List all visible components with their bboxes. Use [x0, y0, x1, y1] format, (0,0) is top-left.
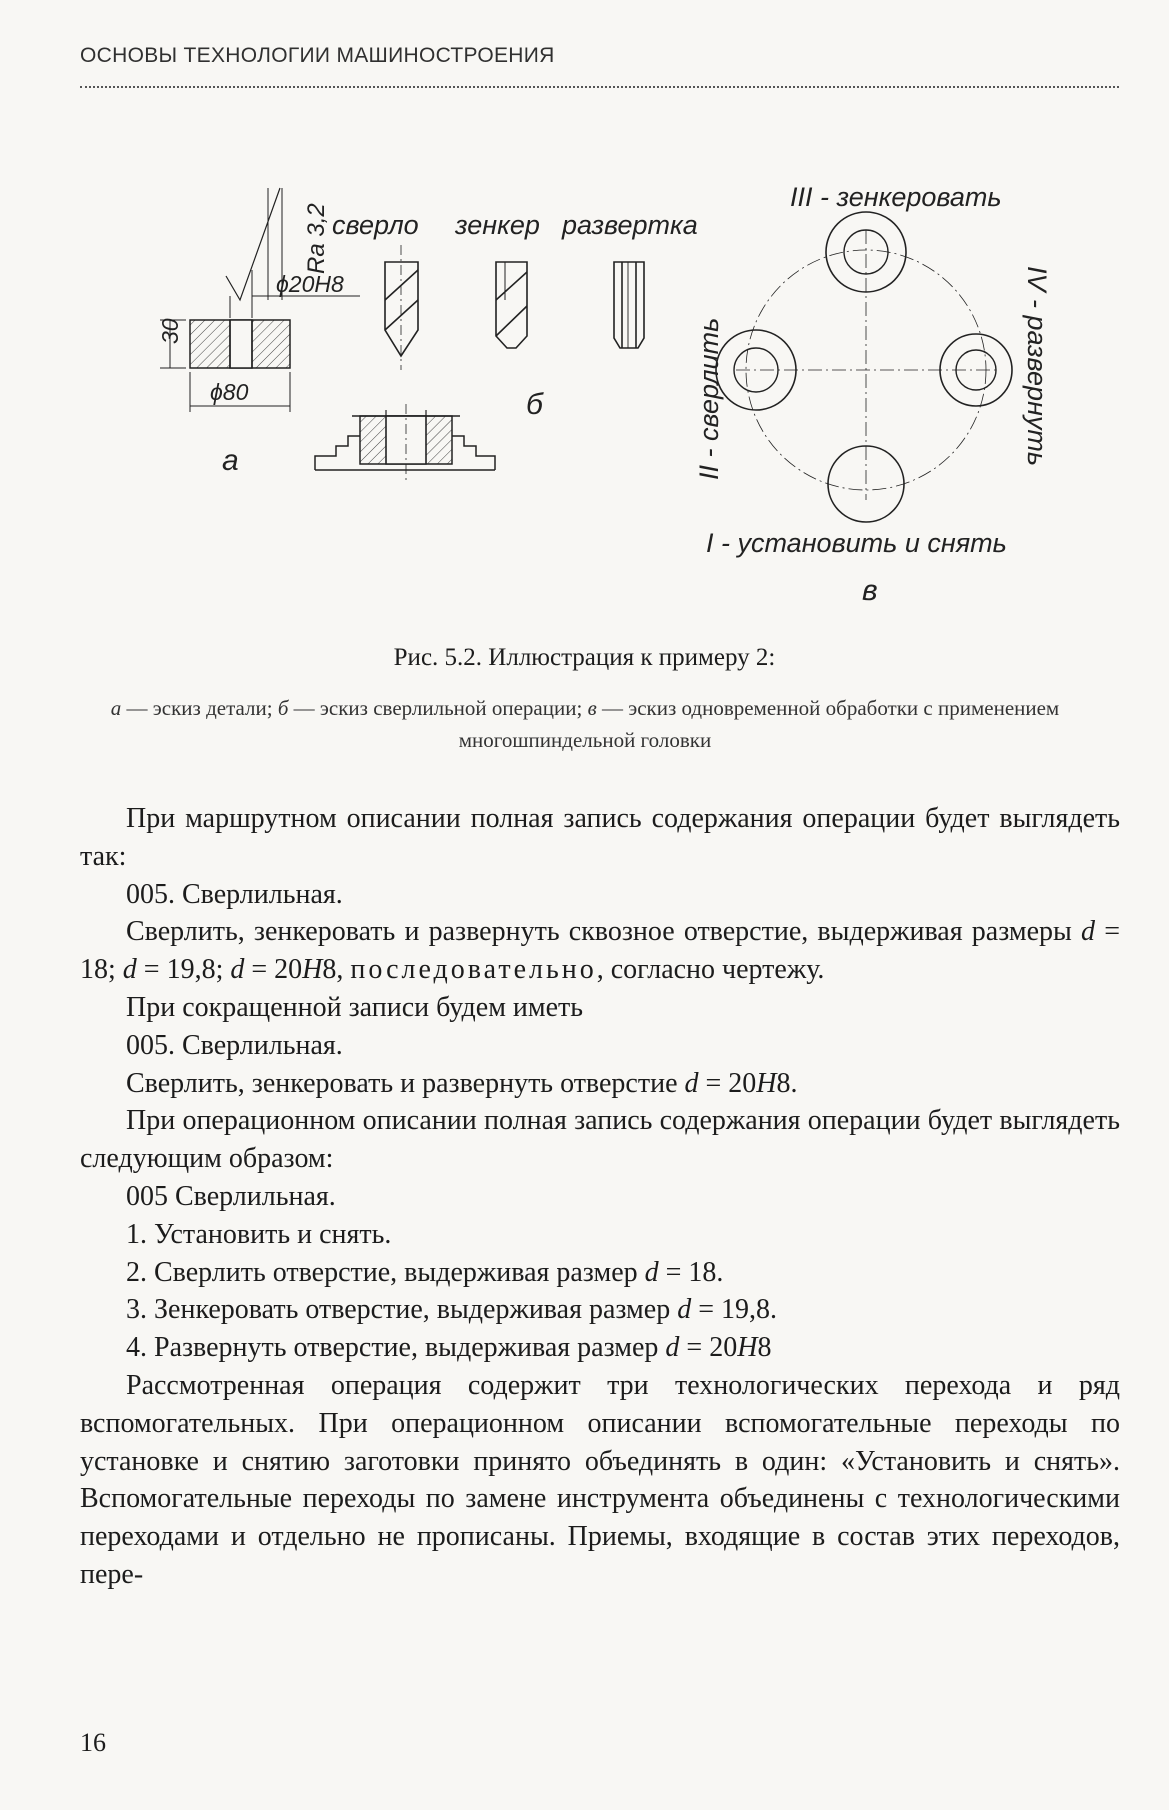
caption-c-letter: в — [587, 696, 597, 720]
list-item-1: 1. Установить и снять. — [126, 1218, 392, 1250]
sketch-b-letter: б — [526, 388, 543, 421]
item3-d: d — [677, 1294, 692, 1326]
p3-d3: d — [230, 954, 245, 986]
item2-d: d — [644, 1256, 659, 1288]
paragraph-8: 005 Сверлильная. — [126, 1180, 336, 1212]
p3-start: Сверлить, зенкеровать и развернуть сквозное отверстие, выдерживая размеры — [126, 916, 1082, 948]
item4-end: 8 — [757, 1332, 772, 1364]
p3-v3a: = 20 — [244, 954, 303, 986]
p3-end: , согласно чертежу. — [596, 954, 825, 986]
item4-eq: = 20 — [679, 1332, 738, 1364]
position-2-label: II - сверлить — [694, 317, 724, 480]
list-item-3 — [80, 1291, 1120, 1329]
sketch-c-letter: в — [862, 574, 878, 607]
sketch-a-letter: а — [222, 444, 239, 477]
paragraph-2: 005. Сверлильная. — [126, 878, 343, 910]
roughness-label: Ra 3,2 — [303, 203, 330, 274]
running-header: ОСНОВЫ ТЕХНОЛОГИИ МАШИНОСТРОЕНИЯ — [80, 44, 555, 67]
tool-countersink-label: зенкер — [455, 210, 540, 240]
p3-spaced-word: последовательно — [350, 954, 597, 986]
p6-h: H — [756, 1067, 777, 1099]
hole-diameter-label: ϕ20H8 — [276, 271, 344, 297]
drill-tool — [385, 245, 418, 370]
item4-d: d — [665, 1332, 680, 1364]
p3-v1: = 18; — [80, 916, 1120, 986]
paragraph-5: 005. Сверлильная. — [126, 1029, 343, 1061]
outer-diameter-label: ϕ80 — [210, 379, 249, 405]
page-number: 16 — [80, 1728, 106, 1757]
p6-d: d — [684, 1067, 699, 1099]
p3-h: H — [302, 954, 323, 986]
paragraph-1: При маршрутном описании полная запись содержания операции будет выглядеть так: — [80, 803, 1120, 872]
item4-h: H — [737, 1332, 758, 1364]
caption-a-text: — эскиз детали; — [121, 696, 278, 720]
item4-start: 4. Развернуть отверстие, выдерживая размер — [126, 1332, 666, 1364]
sketch-a-part — [160, 188, 360, 412]
p3-v2: = 19,8; — [136, 954, 231, 986]
reamer-tool — [614, 262, 644, 348]
body-text — [80, 800, 1120, 1594]
figure-5-2 — [0, 0, 1169, 620]
list-item-4 — [80, 1329, 1120, 1367]
countersink-tool — [496, 262, 527, 348]
p3-v3b: 8, — [322, 954, 351, 986]
p3-d1: d — [1081, 916, 1096, 948]
paragraph-7: При операционном описании полная запись содержания операции будет выглядеть следующим образом: — [80, 1105, 1120, 1175]
caption-c-text: — эскиз одновременной обработки с применением многошпиндельной головки — [458, 696, 1060, 752]
caption-b-text: — эскиз сверлильной операции; — [288, 696, 588, 720]
caption-b-letter: б — [277, 696, 289, 720]
p6-eq: = 20 — [698, 1067, 757, 1099]
multispindle-head — [716, 212, 1012, 522]
figure-caption-title: Рис. 5.2. Иллюстрация к примеру 2: — [393, 644, 776, 671]
item2-end: = 18. — [658, 1256, 724, 1288]
position-4-label: IV - развернуть — [1022, 266, 1052, 467]
tool-drill-label: сверло — [332, 210, 419, 240]
item2-start: 2. Сверлить отверстие, выдерживая размер — [126, 1256, 645, 1288]
item3-end: = 19,8. — [691, 1294, 777, 1326]
position-1-label: I - установить и снять — [706, 528, 1007, 558]
paragraph-3 — [80, 913, 1120, 989]
position-3-label: III - зенкеровать — [790, 182, 1002, 212]
tool-reamer-label: развертка — [562, 210, 698, 240]
p6-start: Сверлить, зенкеровать и развернуть отверстие — [126, 1067, 685, 1099]
drilling-fixture — [315, 404, 495, 480]
paragraph-9: Рассмотренная операция содержит три технологических перехода и ряд вспомогательных. При операционном описании вспомогательные переходы по установке и снятию заготовки принято объединять в один: «Установить и снять». Вспомогательные переходы по замене инструмента объединены с технологическими переходами и отдельно не прописаны. Приемы, входящие в состав этих переходов, пере- — [80, 1369, 1120, 1590]
p6-end: 8. — [776, 1067, 798, 1099]
paragraph-4: При сокращенной записи будем иметь — [126, 991, 584, 1023]
figure-caption-body — [110, 692, 1060, 756]
list-item-2 — [80, 1254, 1120, 1292]
p3-d2: d — [122, 954, 137, 986]
paragraph-6 — [80, 1065, 1120, 1103]
height-label: 30 — [157, 318, 183, 344]
item3-start: 3. Зенкеровать отверстие, выдерживая размер — [126, 1294, 678, 1326]
caption-a-letter: а — [110, 696, 122, 720]
